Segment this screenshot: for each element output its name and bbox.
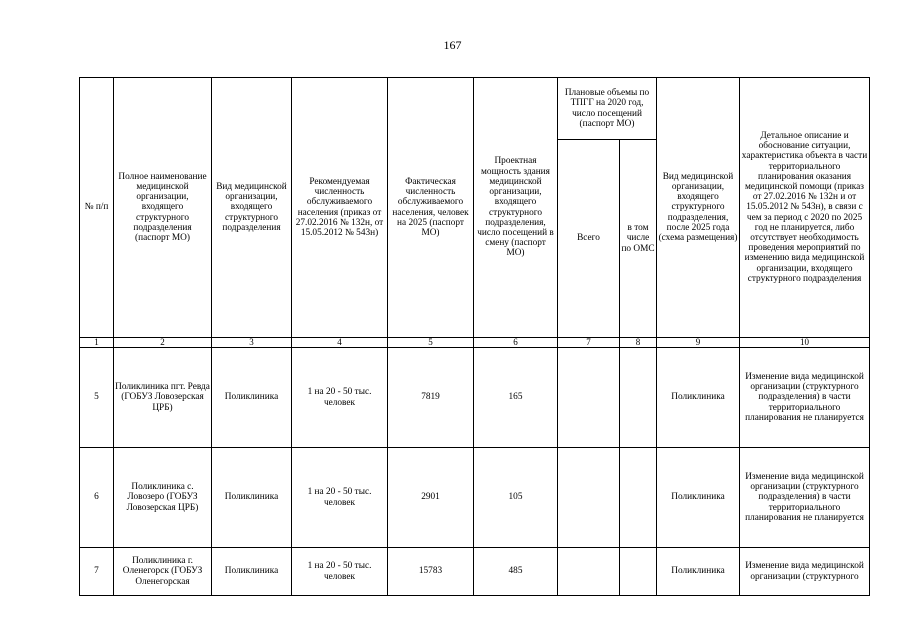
row-design-capacity: 165 <box>474 348 558 448</box>
table-row <box>80 448 870 548</box>
row-org-type: Поликлиника <box>212 448 292 548</box>
table-row <box>80 348 870 448</box>
row-actual-population: 7819 <box>388 348 474 448</box>
header-col-design-capacity: Проектная мощность здания медицинской организации, входящего структурного подразделения, число посещений в смену (паспорт МО) <box>474 78 558 338</box>
header-col-planned-total: Всего <box>558 140 620 338</box>
header-col-planned-oms: в том числе по ОМС <box>620 140 657 338</box>
row-recommended-population: 1 на 20 - 50 тыс. человек <box>292 548 388 596</box>
column-number: 1 <box>80 338 114 348</box>
row-actual-population: 15783 <box>388 548 474 596</box>
row-number: 6 <box>80 448 114 548</box>
column-number-row <box>80 338 870 348</box>
row-org-type-after-2025: Поликлиника <box>657 548 740 596</box>
row-org-type-after-2025: Поликлиника <box>657 448 740 548</box>
row-recommended-population: 1 на 20 - 50 тыс. человек <box>292 448 388 548</box>
row-planned-total <box>558 548 620 596</box>
column-number: 10 <box>740 338 870 348</box>
row-org-name: Поликлиника с. Ловозеро (ГОБУЗ Ловозерская ЦРБ) <box>114 448 212 548</box>
table-row <box>80 548 870 596</box>
column-number: 5 <box>388 338 474 348</box>
row-recommended-population: 1 на 20 - 50 тыс. человек <box>292 348 388 448</box>
header-col-description: Детальное описание и обоснование ситуации, характеристика объекта в части территориального планирования оказания медицинской помощи (приказ от 27.02.2016 № 132н и от 15.05.2012 № 543н), в связи с чем за период с 2020 по 2025 год не планируется, либо отсутствует необходимость проведения мероприятий по изменению вида медицинской организации, входящего структурного подразделения <box>740 78 870 338</box>
row-planned-oms <box>620 448 657 548</box>
facilities-table <box>79 77 870 596</box>
header-col-number: № п/п <box>80 78 114 338</box>
header-col-planned-volumes: Плановые объемы по ТПГГ на 2020 год, число посещений (паспорт МО) <box>558 78 657 140</box>
row-actual-population: 2901 <box>388 448 474 548</box>
row-description: Изменение вида медицинской организации (структурного подразделения) в части территориального планирования не планируется <box>740 348 870 448</box>
header-col-org-type-after-2025: Вид медицинской организации, входящего структурного подразделения, после 2025 года (схема размещения) <box>657 78 740 338</box>
row-org-name: Поликлиника пгт. Ревда (ГОБУЗ Ловозерская ЦРБ) <box>114 348 212 448</box>
row-description: Изменение вида медицинской организации (структурного подразделения) в части территориального планирования не планируется <box>740 448 870 548</box>
header-col-org-type: Вид медицинской организации, входящего структурного подразделения <box>212 78 292 338</box>
row-number: 7 <box>80 548 114 596</box>
row-planned-oms <box>620 548 657 596</box>
column-number: 3 <box>212 338 292 348</box>
row-design-capacity: 485 <box>474 548 558 596</box>
column-number: 9 <box>657 338 740 348</box>
header-col-recommended-population: Рекомендуемая численность обслуживаемого населения (приказ от 27.02.2016 № 132н, от 15.05.2012 № 543н) <box>292 78 388 338</box>
page-number: 167 <box>443 38 462 52</box>
column-number: 8 <box>620 338 657 348</box>
row-org-type-after-2025: Поликлиника <box>657 348 740 448</box>
column-number: 6 <box>474 338 558 348</box>
header-col-actual-population: Фактическая численность обслуживаемого населения, человек на 2025 (паспорт МО) <box>388 78 474 338</box>
row-description: Изменение вида медицинской организации (структурного <box>740 548 870 596</box>
column-number: 7 <box>558 338 620 348</box>
row-planned-total <box>558 448 620 548</box>
row-design-capacity: 105 <box>474 448 558 548</box>
header-col-full-name: Полное наименование медицинской организации, входящего структурного подразделения (паспорт МО) <box>114 78 212 338</box>
column-number: 4 <box>292 338 388 348</box>
row-org-type: Поликлиника <box>212 348 292 448</box>
row-org-name: Поликлиника г. Оленегорск (ГОБУЗ Оленегорская <box>114 548 212 596</box>
row-planned-total <box>558 348 620 448</box>
column-number: 2 <box>114 338 212 348</box>
row-planned-oms <box>620 348 657 448</box>
row-org-type: Поликлиника <box>212 548 292 596</box>
row-number: 5 <box>80 348 114 448</box>
